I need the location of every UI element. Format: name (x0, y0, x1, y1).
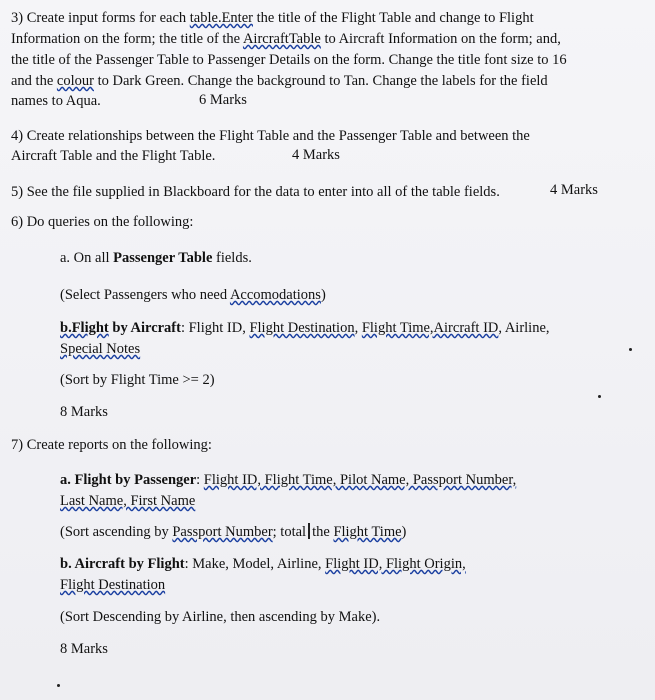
q7-a-text: : (196, 472, 204, 488)
q7-heading: 7) Create reports on the following: (11, 437, 212, 453)
q6-sort-note: (Sort by Flight Time >= 2) (60, 372, 215, 388)
q7-a-sort-underlined: Flight Time (333, 524, 402, 540)
q7-b-text: : Make, Model, Airline, (184, 556, 326, 572)
q7-a-sort-text: ) (401, 524, 407, 540)
q6-b-field: Flight Time,Aircraft ID (361, 320, 499, 336)
q6-b-underlined: b.Flight (60, 320, 109, 336)
q6-select-text: ) (320, 287, 326, 303)
q3-text: 3) Create input forms for each (11, 10, 190, 26)
q6-b-text: , (354, 320, 362, 336)
q3-marks: 6 Marks (199, 92, 247, 108)
paper-speck (598, 395, 601, 398)
q3-text: to Dark Green. Change the background to Tan. Change the labels for the field (93, 73, 548, 89)
q6-b-text: : Flight ID, (180, 320, 250, 336)
q7-b-sort-note: (Sort Descending by Airline, then ascending by Make). (60, 609, 381, 625)
q4-line-1: 4) Create relationships between the Flight Table and the Passenger Table and between the (11, 128, 530, 144)
q7-a-sort-text: ; total (272, 524, 307, 540)
q3-line-3: the title of the Passenger Table to Passenger Details on the form. Change the title font size to 16 (11, 52, 567, 68)
paper-speck (629, 348, 632, 351)
q3-underlined: colour (56, 73, 94, 89)
q6-select-underlined: Accomodations (229, 287, 321, 303)
q7-marks: 8 Marks (60, 641, 108, 657)
q7-a-sort-underlined: Passport Number (172, 524, 273, 540)
q6-item-b-line-2 (60, 339, 140, 360)
q6-item-a (60, 248, 252, 269)
q7-item-b-line-1 (60, 554, 466, 575)
q3-line-5: names to Aqua. (11, 93, 101, 109)
q7-a-sort-text: (Sort ascending by (60, 524, 173, 540)
q6-b-field: Flight Destination (249, 320, 355, 336)
q6-select-note (60, 285, 326, 306)
q7-item-a-line-2 (60, 491, 195, 512)
q6-select-text: (Select Passengers who need (60, 287, 230, 303)
q6-a-bold: Passenger Table (113, 250, 213, 266)
q6-a-text: fields. (212, 250, 252, 266)
q4-marks: 4 Marks (292, 147, 340, 163)
q4-line-2: Aircraft Table and the Flight Table. (11, 148, 216, 164)
q6-item-b-line-1 (60, 318, 550, 339)
q6-marks: 8 Marks (60, 404, 108, 420)
q7-a-field: Last Name, First Name (60, 493, 196, 509)
q7-b-bold: b. Aircraft by Flight (60, 556, 185, 572)
q3-text: the title of the Flight Table and change to Flight (252, 10, 534, 26)
paper-speck (57, 684, 60, 687)
q6-b-field: Special Notes (60, 341, 141, 357)
q7-a-sort-text: the (312, 524, 334, 540)
q3-text: and the (11, 73, 57, 89)
q7-a-field: Flight ID, Flight Time, Pilot Name, Passport Number, (203, 472, 517, 488)
q6-a-text: a. On all (60, 250, 114, 266)
q3-line-2 (11, 29, 561, 50)
q7-item-b-line-2 (60, 575, 165, 596)
text-cursor (308, 523, 310, 539)
q3-text: to Aircraft Information on the form; and, (320, 31, 561, 47)
q7-a-sort-note (60, 522, 406, 543)
q7-b-field: Flight ID, Flight Origin, (325, 556, 466, 572)
q7-b-field: Flight Destination (60, 577, 166, 593)
q6-b-text: , Airline, (498, 320, 550, 336)
q7-item-a-line-1 (60, 470, 516, 491)
q3-underlined: AircraftTable (242, 31, 321, 47)
q3-underlined: table.Enter (189, 10, 253, 26)
q3-text: Information on the form; the title of the (11, 31, 243, 47)
q7-a-bold: a. Flight by Passenger (60, 472, 197, 488)
q6-heading: 6) Do queries on the following: (11, 214, 194, 230)
q6-b-bold: by Aircraft (108, 320, 181, 336)
q3-line-1 (11, 8, 534, 29)
q5-line-1: 5) See the file supplied in Blackboard for the data to enter into all of the table fields. (11, 184, 500, 200)
q5-marks: 4 Marks (550, 182, 598, 198)
q3-line-4 (11, 71, 548, 92)
